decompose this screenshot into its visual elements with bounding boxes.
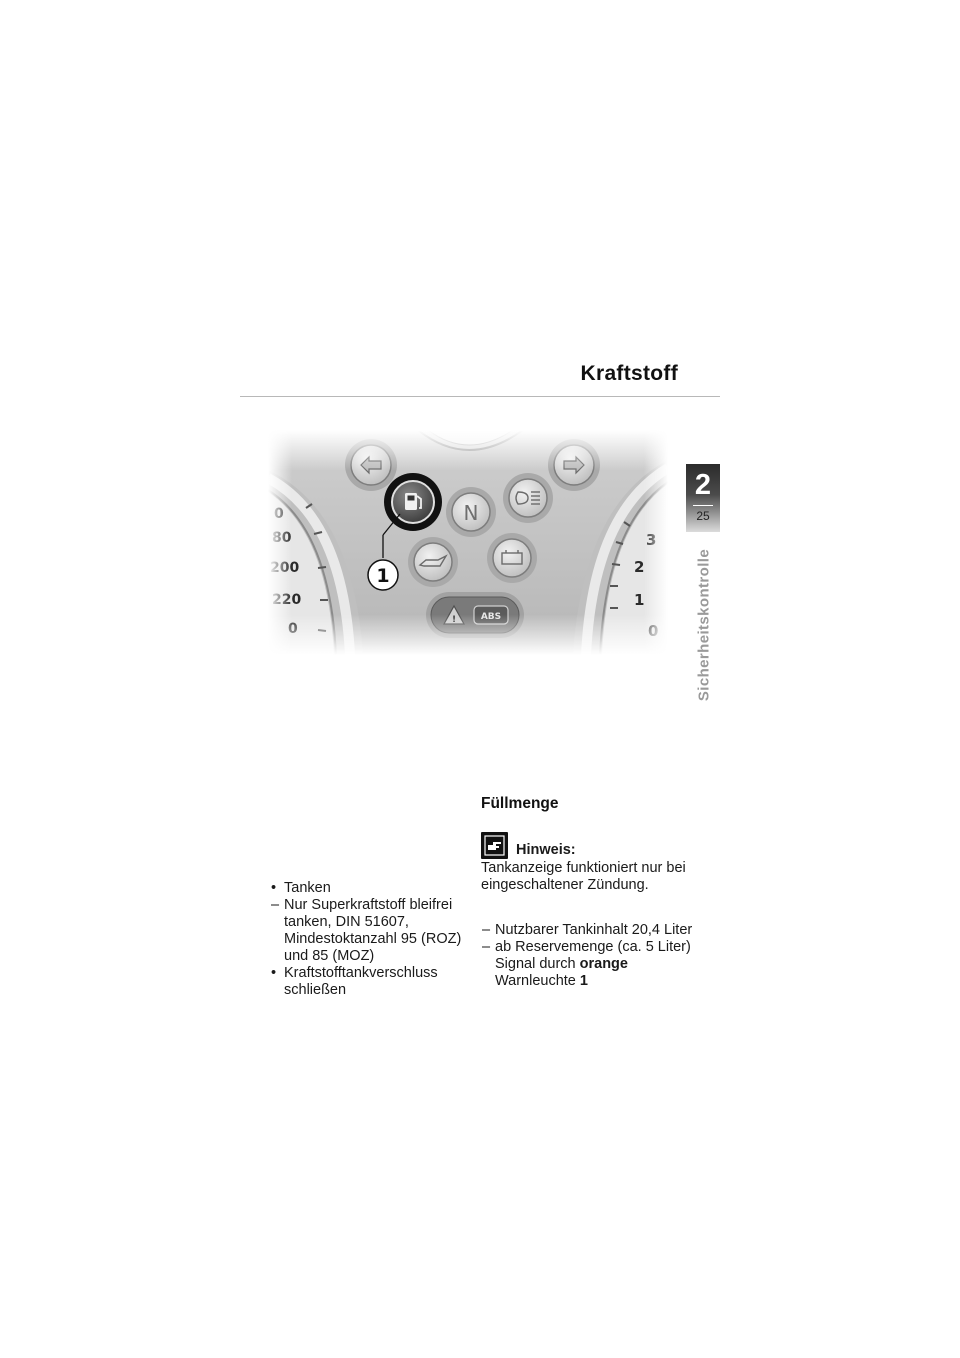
section-heading: Füllmenge: [481, 795, 559, 812]
chapter-divider: [693, 505, 713, 506]
list-item: [270, 880, 470, 897]
chapter-tab: [686, 464, 720, 532]
dash-marker: –: [482, 922, 491, 938]
page-title: Kraftstoff: [580, 362, 678, 385]
list-item: [481, 939, 711, 990]
page-number: 25: [696, 509, 710, 523]
list-item-text: Kraftstofftankverschluss schließen: [284, 965, 438, 998]
bullet-marker: •: [271, 965, 277, 981]
note-hand-icon: [481, 832, 508, 859]
refuel-instructions: [270, 880, 470, 999]
capacity-section: [481, 795, 711, 990]
note-text: Tankanzeige funktioniert nur bei eingeschaltener Zündung.: [481, 860, 686, 893]
list-item-text: Nur Superkraftstoff bleifrei tanken, DIN 51607, Mindestoktanzahl 95 (ROZ) und 85 (MOZ): [284, 897, 462, 964]
list-item-text: ab Reservemenge (ca. 5 Liter) Signal durch: [495, 939, 691, 972]
list-item-text: Nutzbarer Tankinhalt 20,4 Liter: [495, 922, 693, 938]
instrument-cluster-illustration: [268, 430, 668, 655]
dash-marker: –: [271, 897, 280, 913]
bullet-marker: •: [271, 880, 277, 896]
list-item-text-tail: Warnleuchte: [495, 973, 576, 989]
section-side-label: Sicherheitskontrolle: [695, 548, 713, 702]
list-item: [270, 897, 470, 965]
dash-marker: –: [482, 939, 491, 955]
instrument-cluster-figure: [268, 430, 668, 655]
list-item: [270, 965, 470, 999]
title-divider: [240, 396, 720, 397]
list-item-text: Tanken: [284, 880, 331, 896]
emphasis-color-word: orange: [579, 956, 628, 972]
note-title: Hinweis:: [516, 842, 576, 858]
list-item: [481, 922, 711, 939]
chapter-number: 2: [694, 469, 712, 501]
callout-reference: 1: [579, 973, 588, 989]
note-header: [481, 832, 711, 859]
